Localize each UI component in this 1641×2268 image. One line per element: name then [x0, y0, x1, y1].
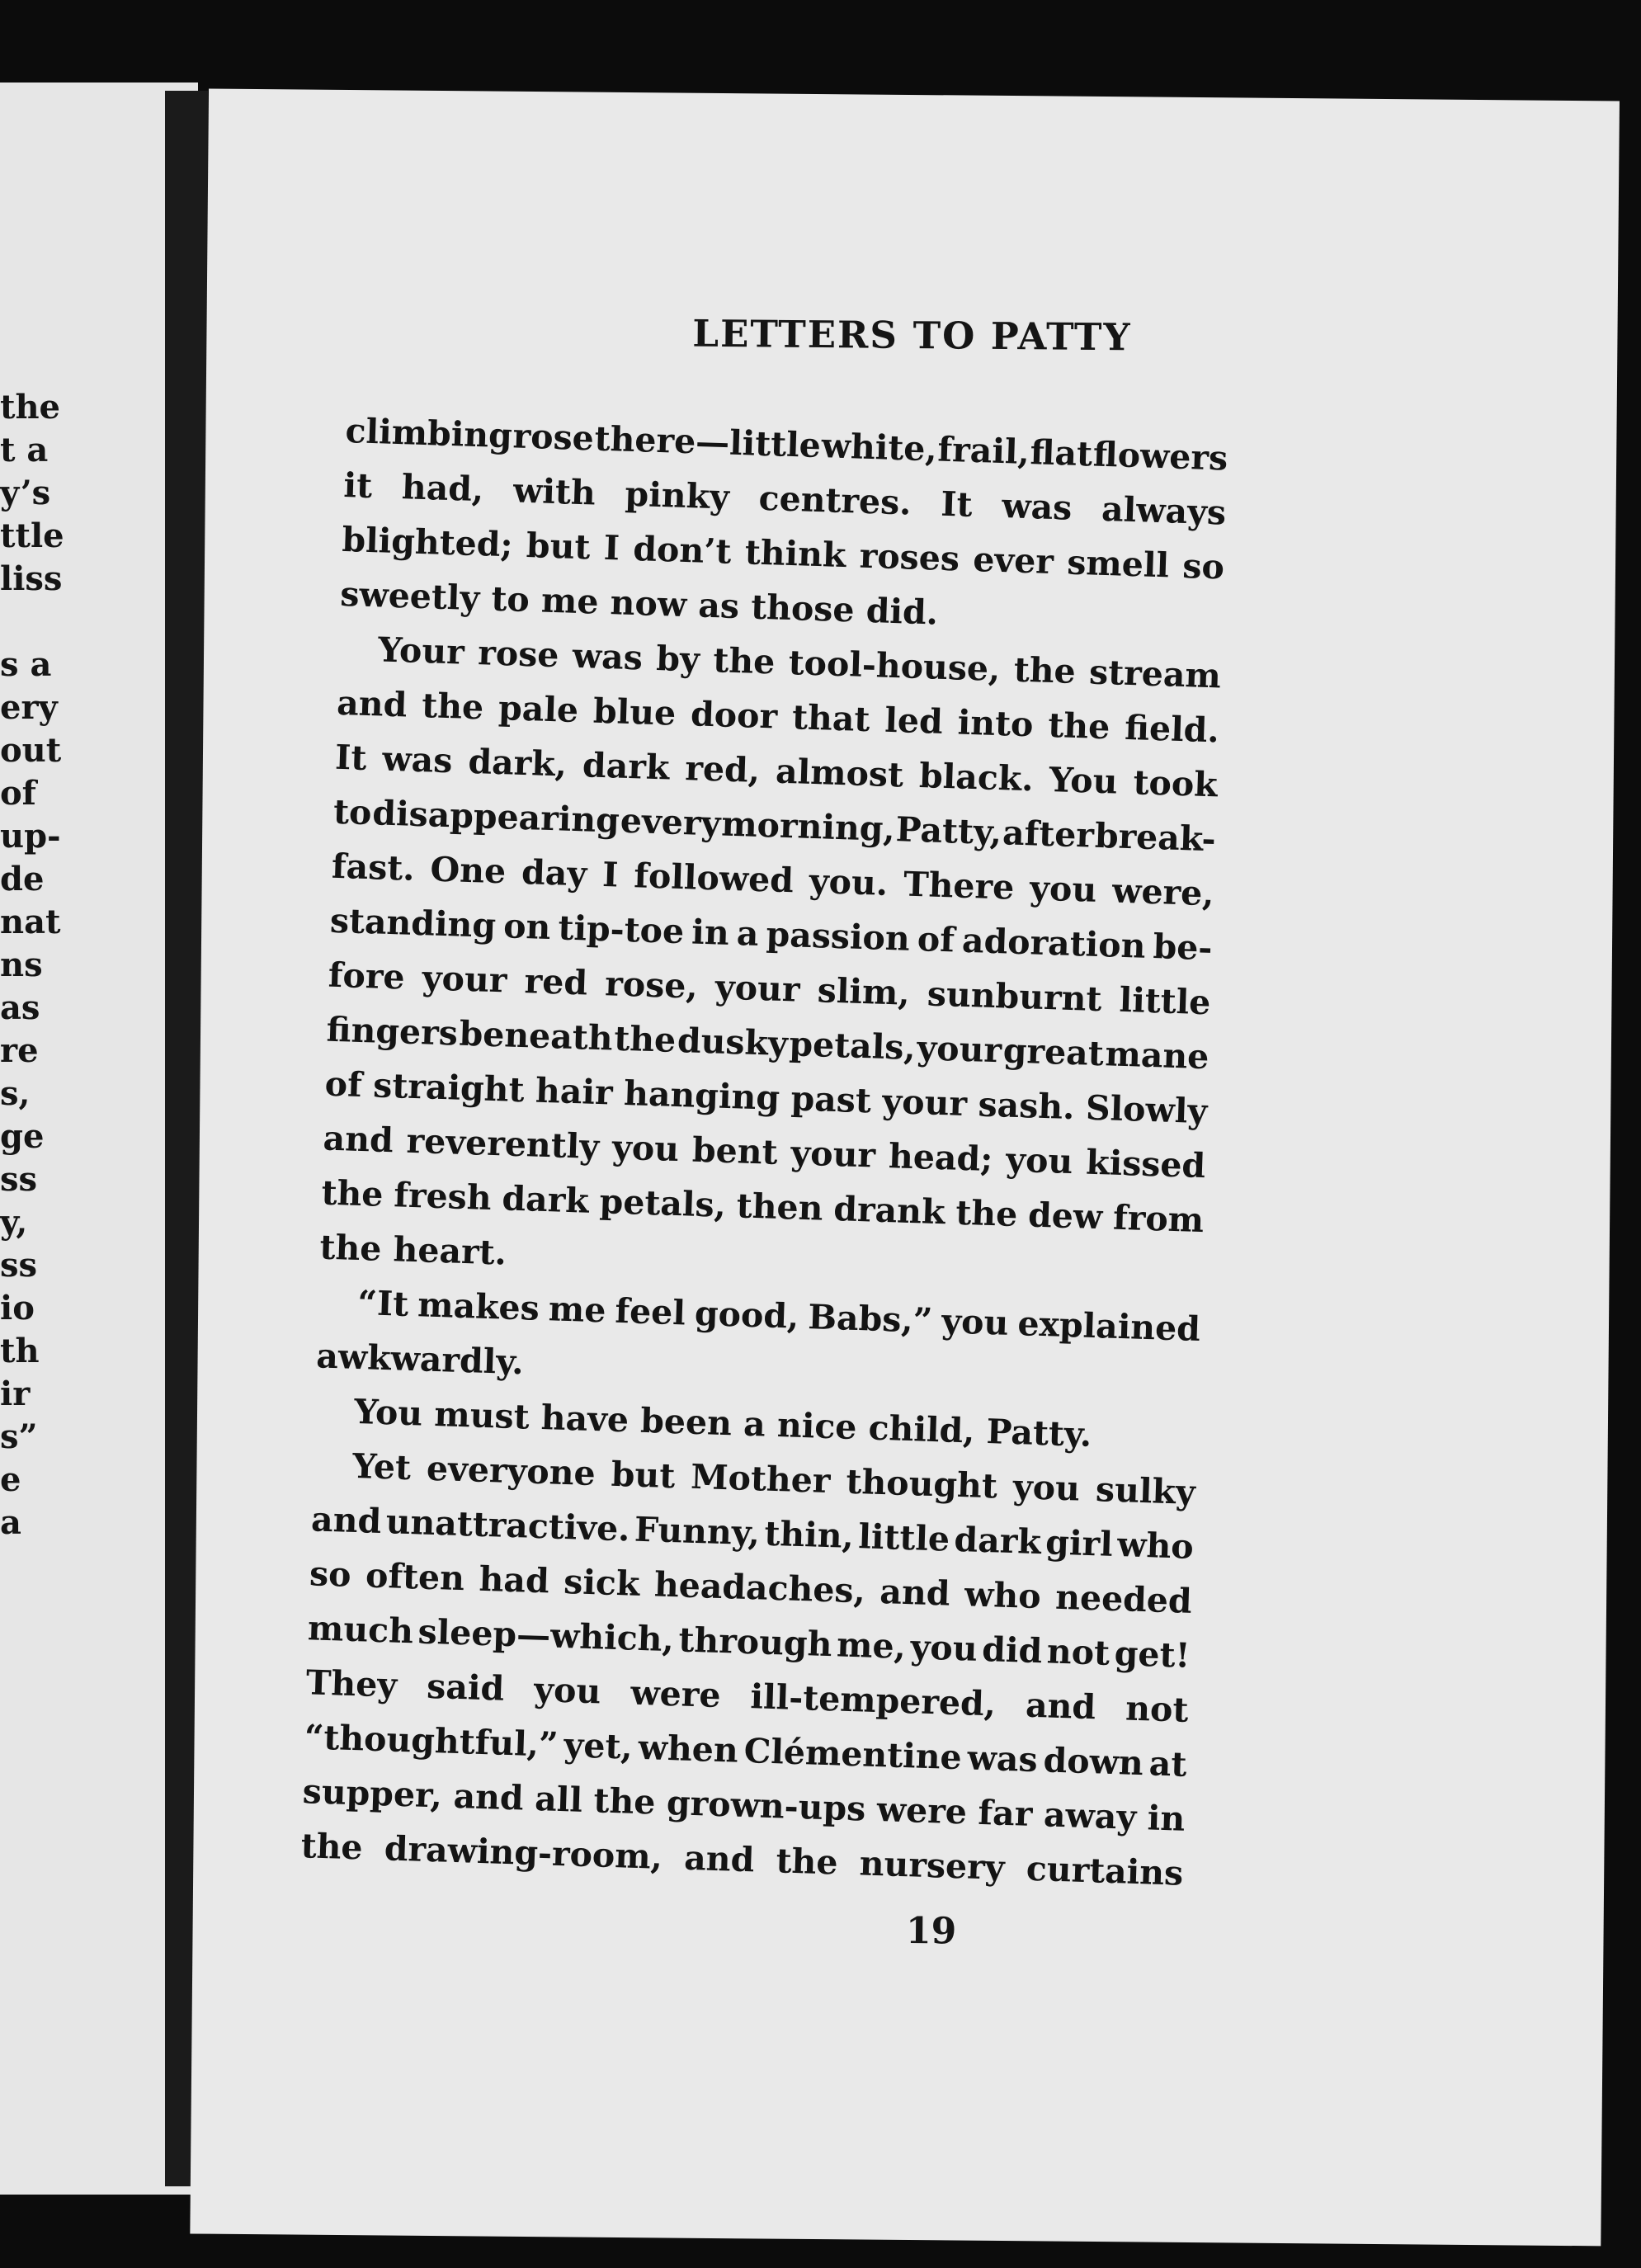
text-line: so often had sick headaches, and who needed — [309, 1554, 1193, 1621]
text-line: awkwardly. — [315, 1336, 525, 1383]
left-page-fragment: out — [0, 731, 62, 770]
left-page-fragment: up- — [0, 817, 61, 856]
left-page-fragment: e — [0, 1460, 21, 1499]
text-line: of straight hair hanging past your sash. Slowly — [324, 1063, 1208, 1132]
left-page-fragment: t a — [0, 431, 49, 469]
text-line: and unattractive. Funny, thin, little dark girl who — [310, 1499, 1195, 1567]
text-line: standing on tip-toe in a passion of adoration be- — [329, 900, 1214, 969]
text-line: much sleep—which, through me, you did not get! — [307, 1608, 1191, 1676]
text-line: “thoughtful,” yet, when Clémentine was down at — [304, 1717, 1188, 1785]
text-line: supper, and all the grown-ups were far away in — [302, 1771, 1186, 1839]
text-line: They said you were ill-tempered, and not — [305, 1662, 1190, 1730]
text-line: the drawing-room, and the nursery curtains — [300, 1826, 1184, 1893]
text-line: fore your red rose, your slim, sunburnt little — [328, 955, 1212, 1023]
left-page-fragment: re — [0, 1031, 39, 1070]
left-page-fragment: ir — [0, 1374, 31, 1413]
left-page-fragment: ttle — [0, 516, 64, 555]
right-page — [190, 89, 1620, 2247]
left-page-fragment: ns — [0, 945, 43, 984]
text-line: fingers beneath the dusky petals, your great mane — [326, 1009, 1210, 1077]
left-page-fragment: ss — [0, 1246, 38, 1285]
text-line: to disappearing every morning, Patty, after break- — [332, 791, 1217, 860]
text-line: it had, with pinky centres. It was always — [342, 464, 1227, 533]
text-line: fast. One day I followed you. There you were, — [331, 846, 1215, 914]
text-line: Yet everyone but Mother thought you sulky — [351, 1445, 1196, 1512]
left-page-fragment: s” — [0, 1417, 38, 1456]
running-head: LETTERS TO PATTY — [692, 311, 1132, 360]
text-line: sweetly to me now as those did. — [339, 573, 939, 633]
left-page-fragment: of — [0, 774, 36, 813]
left-page-fragment: a — [0, 1503, 21, 1542]
left-page-fragment: liss — [0, 559, 63, 598]
left-page-fragment: y, — [0, 1203, 28, 1242]
left-page-fragment: s a — [0, 645, 52, 684]
text-line: climbing rose there—little white, frail, flat flowers — [344, 411, 1228, 479]
left-page-fragment: as — [0, 988, 40, 1027]
left-page-fragment: s, — [0, 1074, 31, 1113]
text-line: It was dark, dark red, almost black. You took — [334, 737, 1219, 805]
text-line: the heart. — [318, 1227, 507, 1273]
left-page-fragment: io — [0, 1289, 35, 1327]
text-line: Your rose was by the tool-house, the stream — [377, 629, 1222, 696]
left-page-fragment: the — [0, 388, 61, 427]
left-page-fragment: y’s — [0, 474, 51, 512]
page-number: 19 — [905, 1909, 957, 1953]
text-line: “It makes me feel good, Babs,” you explained — [356, 1282, 1201, 1350]
left-page-fragment: ge — [0, 1117, 45, 1156]
text-line: the fresh dark petals, then drank the dew from — [320, 1172, 1205, 1241]
text-line: You must have been a nice child, Patty. — [353, 1391, 1093, 1455]
left-page-fragment: ery — [0, 688, 58, 727]
text-line: blighted; but I don’t think roses ever smell so — [341, 519, 1225, 587]
text-line: and reverently you bent your head; you kissed — [322, 1118, 1206, 1186]
left-page-fragment: th — [0, 1332, 40, 1370]
text-line: and the pale blue door that led into the field. — [336, 682, 1220, 751]
body-text — [300, 403, 1228, 1901]
left-page-fragment: nat — [0, 903, 61, 941]
left-page-fragment: ss — [0, 1160, 38, 1199]
left-page-fragment: de — [0, 860, 45, 898]
